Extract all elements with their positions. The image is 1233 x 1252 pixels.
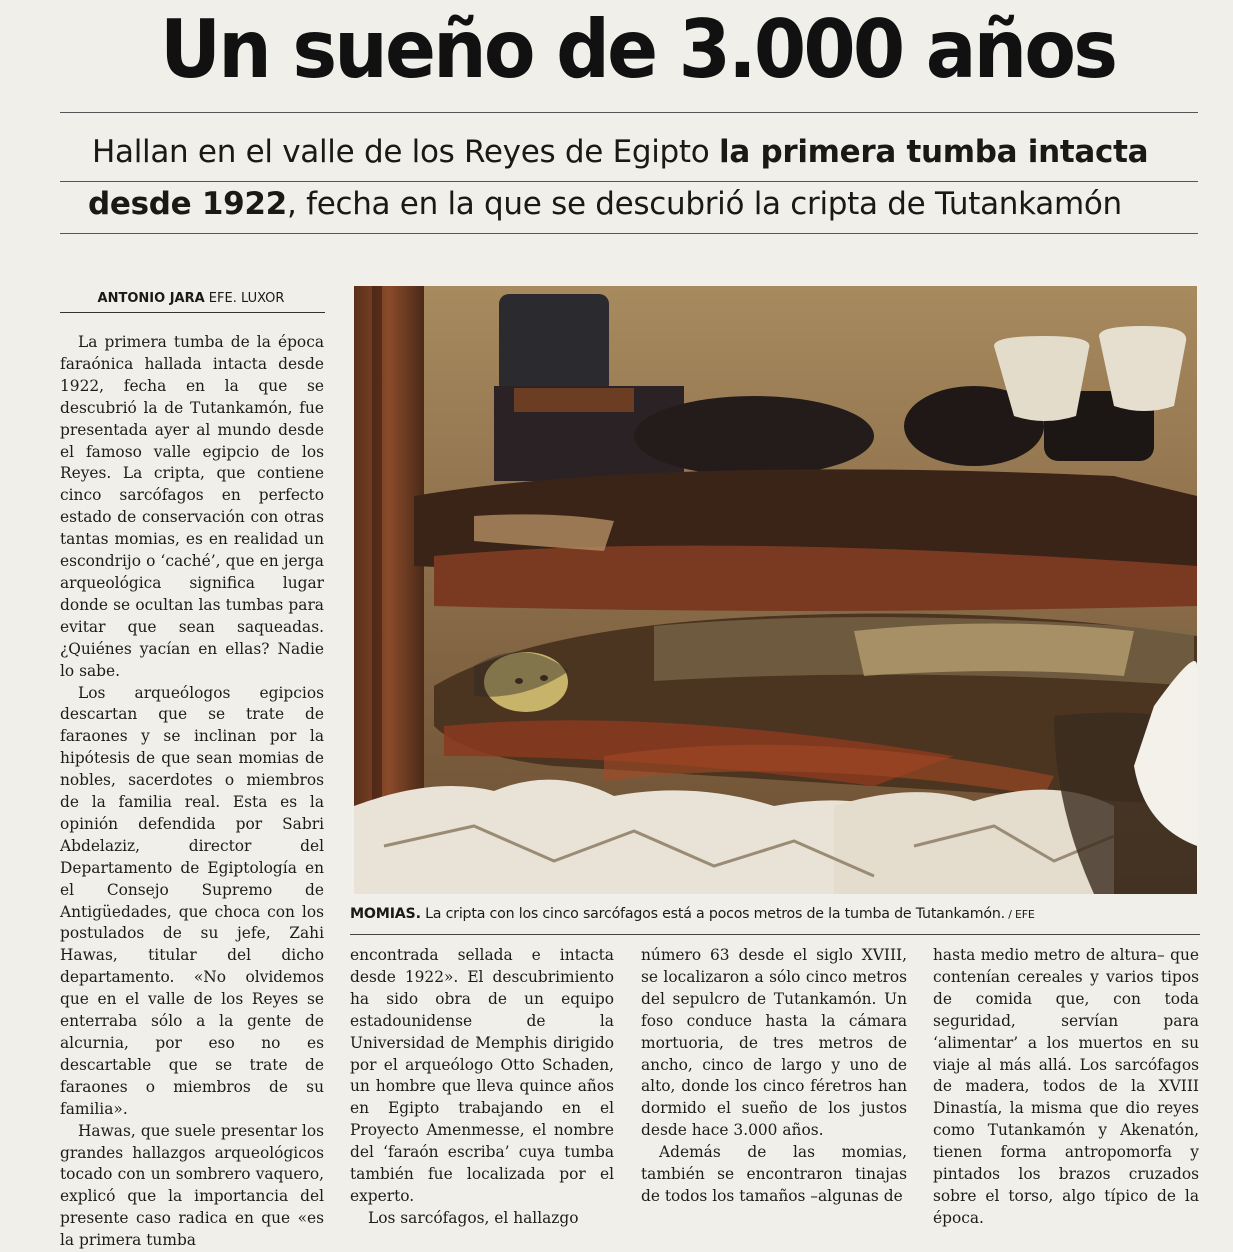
text-column-2 (350, 945, 614, 1227)
caption-rule (350, 934, 1200, 935)
text-column-3 (641, 945, 907, 1207)
caption-text: La cripta con los cinco sarcófagos está a pocos metros de la tumba de Tutankamón. (420, 906, 1005, 922)
paragraph: Además de las momias, también se encontraron tinajas de todos los tamaños –algunas de (641, 1143, 907, 1205)
headline-rule (60, 112, 1198, 113)
text-column-1 (60, 332, 324, 1250)
subheadline-regular-2: , fecha en la que se descubrió la cripta de Tutankamón (286, 186, 1122, 222)
caption-credit: / EFE (1004, 908, 1035, 921)
photo-caption (350, 901, 1200, 927)
byline-rule (60, 312, 325, 313)
paragraph: número 63 desde el siglo XVIII, se localizaron a sólo cinco metros del sepulcro de Tutankamón. Un foso conduce hasta la cámara mortuoria, de tres metros de ancho, cinco de largo y uno de alto, donde los cinco féretros han dormido el sueño de los justos desde hace 3.000 años. (641, 946, 907, 1140)
subheadline-line-1 (92, 128, 1202, 176)
byline (60, 288, 322, 310)
tomb-mummies-photo (354, 286, 1197, 894)
subheadline-bold-2: desde 1922 (88, 186, 287, 222)
subheadline-regular-1: Hallan en el valle de los Reyes de Egipto (92, 134, 720, 170)
photo-illustration (354, 286, 1197, 894)
caption-label: MOMIAS. (350, 906, 421, 922)
paragraph: encontrada sellada e intacta desde 1922». El descubrimiento ha sido obra de un equipo estadounidense de la Universidad de Memphis dirigido por el arqueólogo Otto Schaden, un hombre que lleva quince años en Egipto trabajando en el Proyecto Amenmesse, el nombre del ‘faraón escriba’ cuya tumba también fue localizada por el experto. (350, 946, 614, 1205)
subheadline-bold-1: la primera tumba intacta (719, 134, 1149, 170)
paragraph: hasta medio metro de altura– que contenían cereales y varios tipos de comida que, con toda seguridad, servían para ‘alimentar’ a los muertos en su viaje al más allá. Los sarcófagos de madera, todos de la XVIII Dinastía, la misma que dio reyes como Tutankamón y Akenatón, tienen forma antropomorfa y pintados los brazos cruzados sobre el torso, algo típico de la época. (933, 946, 1199, 1227)
paragraph: Los arqueólogos egipcios descartan que se trate de faraones y se inclinan por la hipótesis de que sean momias de nobles, sacerdotes o miembros de la familia real. Esta es la opinión defendida por Sabri Abdelaziz, director del Departamento de Egiptología en el Consejo Supremo de Antigüedades, que choca con los postulados de su jefe, Zahi Hawas, titular del dicho departamento. «No olvidemos que en el valle de los Reyes se enterraba sólo a la gente de alcurnia, por eso no es descartable que se trate de faraones o miembros de su familia». (60, 683, 324, 1118)
subheadline-bottom-rule (60, 233, 1198, 234)
byline-author: ANTONIO JARA (97, 291, 205, 306)
headline: Un sueño de 3.000 años (160, 3, 1116, 96)
text-column-4 (933, 945, 1199, 1227)
subheadline-line-2 (88, 180, 1198, 228)
paragraph: Hawas, que suele presentar los grandes hallazgos arqueológicos tocado con un sombrero vaquero, explicó que la importancia del presente caso radica en que «es la primera tumba (60, 1121, 324, 1250)
paragraph: Los sarcófagos, el hallazgo (368, 1208, 579, 1227)
paragraph: La primera tumba de la época faraónica hallada intacta desde 1922, fecha en la que se descubrió la de Tutankamón, fue presentada ayer al mundo desde el famoso valle egipcio de los Reyes. La cripta, que contiene cinco sarcófagos en perfecto estado de conservación con otras tantas momias, es en realidad un escondrijo o ‘caché’, que en jerga arqueológica significa lugar donde se ocultan las tumbas para evitar que sean saqueadas. ¿Quiénes yacían en ellas? Nadie lo sabe. (60, 333, 324, 680)
byline-agency: EFE. LUXOR (204, 291, 285, 306)
bleed-through-left (4, 10, 27, 70)
